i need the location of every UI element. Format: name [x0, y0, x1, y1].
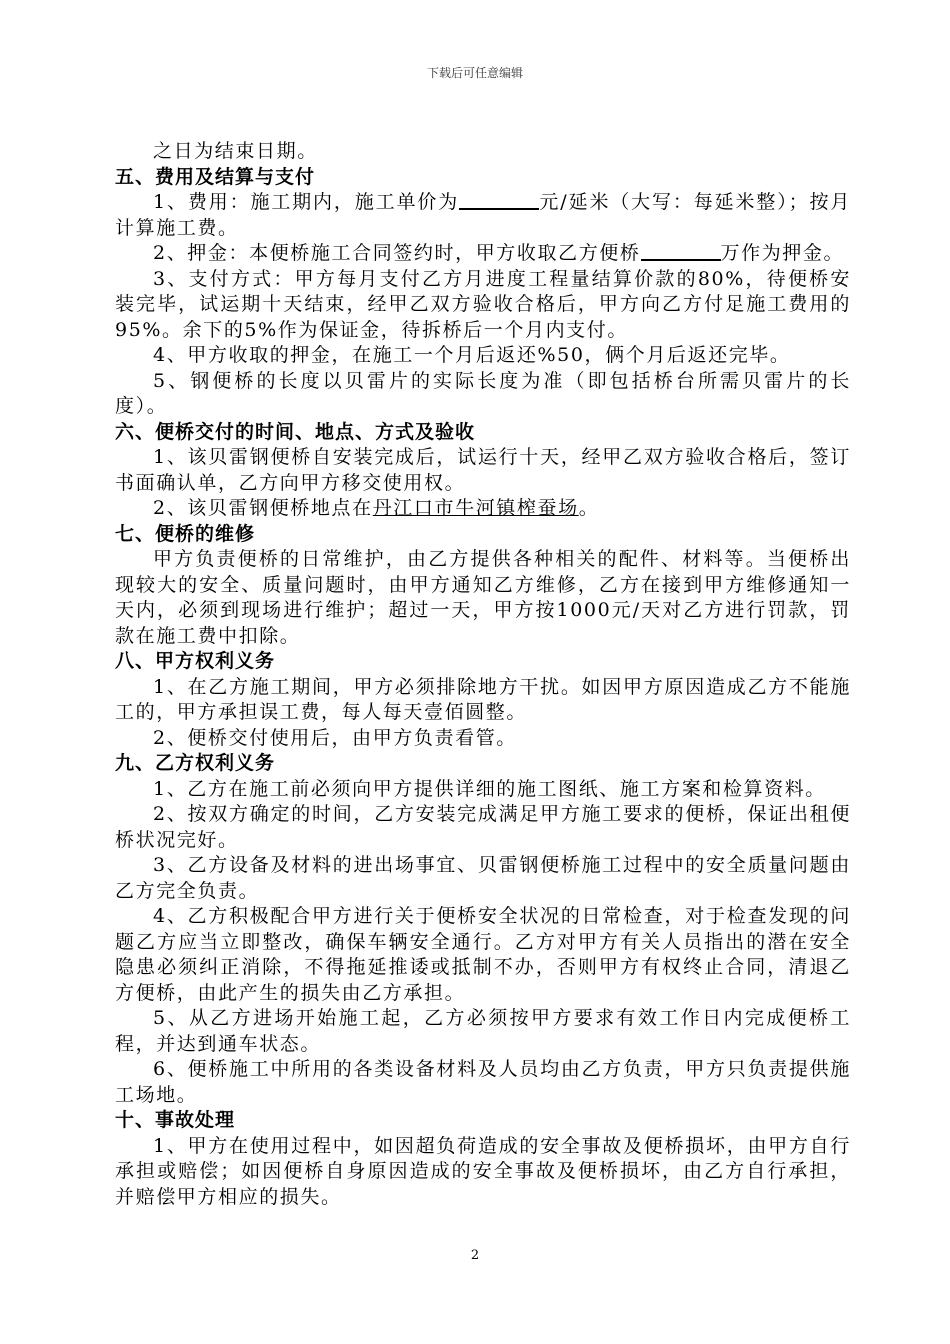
clause-5-5: 5、钢便桥的长度以贝雷片的实际长度为准（即包括桥台所需贝雷片的长度）。 [115, 369, 851, 417]
clause-9-3: 3、乙方设备及材料的进出场事宜、贝雷钢便桥施工过程中的安全质量问题由乙方完全负责。 [115, 854, 851, 902]
clause-9-2: 2、按双方确定的时间，乙方安装完成满足甲方施工要求的便桥，保证出租便桥状况完好。 [115, 803, 851, 851]
clause-10-1: 1、甲方在使用过程中，如因超负荷造成的安全事故及便桥损坏，由甲方自行承担或赔偿；如因便桥自身原因造成的安全事故及便桥损坏，由乙方自行承担，并赔偿甲方相应的损失。 [115, 1134, 851, 1208]
clause-5-3: 3、支付方式：甲方每月支付乙方月进度工程量结算价款的80%，待便桥安装完毕，试运期十天结束，经甲乙双方验收合格后，甲方向乙方付足施工费用的95%。余下的5%作为保证金，待拆桥后一个月内支付。 [115, 267, 851, 341]
clause-5-2: 2、押金：本便桥施工合同签约时，甲方收取乙方便桥 万作为押金。 [153, 242, 845, 264]
clause-6-2: 2、该贝雷钢便桥地点在丹江口市牛河镇榨蚕场。 [153, 497, 600, 519]
section-heading-10: 十、事故处理 [115, 1109, 236, 1131]
blank-deposit [641, 241, 721, 261]
clause-5-1: 1、费用：施工期内，施工单价为 元/延米（大写：每延米整）；按月计算施工费。 [115, 191, 851, 239]
clause-6-1: 1、该贝雷钢便桥自安装完成后，试运行十天，经甲乙双方验收合格后，签订书面确认单，乙方向甲方移交使用权。 [115, 446, 851, 494]
page-header-note: 下载后可任意编辑 [426, 66, 523, 80]
paragraph-continuation: 之日为结束日期。 [153, 140, 318, 162]
clause-5-4: 4、甲方收取的押金，在施工一个月后返还%50，俩个月后返还完毕。 [153, 344, 791, 366]
clause-9-4: 4、乙方积极配合甲方进行关于便桥安全状况的日常检查，对于检查发现的问题乙方应当立即整改，确保车辆安全通行。乙方对甲方有关人员指出的潜在安全隐患必须纠正消除，不得拖延推诿或抵制不办，否则甲方有权终止合同，清退乙方便桥，由此产生的损失由乙方承担。 [115, 905, 851, 1004]
page-number: 2 [470, 1248, 480, 1263]
clause-9-1: 1、乙方在施工前必须向甲方提供详细的施工图纸、施工方案和检算资料。 [153, 777, 826, 800]
section-heading-5: 五、费用及结算与支付 [115, 165, 316, 188]
document-body [115, 139, 851, 1210]
clause-8-2: 2、便桥交付使用后，由甲方负责看管。 [153, 726, 517, 749]
clause-9-5: 5、从乙方进场开始施工起，乙方必须按甲方要求有效工作日内完成便桥工程，并达到通车状态。 [115, 1007, 851, 1055]
clause-8-1: 1、在乙方施工期间，甲方必须排除地方干扰。如因甲方原因造成乙方不能施工的，甲方承担误工费，每人每天壹佰圆整。 [115, 675, 851, 723]
section-heading-9: 九、乙方权利义务 [115, 752, 276, 774]
section-heading-6: 六、便桥交付的时间、地点、方式及验收 [115, 420, 476, 443]
clause-7: 甲方负责便桥的日常维护，由乙方提供各种相关的配件、材料等。当便桥出现较大的安全、质量问题时，由甲方通知乙方维修，乙方在接到甲方维修通知一天内，必须到现场进行维护；超过一天，甲方按1000元/天对乙方进行罚款，罚款在施工费中扣除。 [115, 548, 851, 647]
section-heading-7: 七、便桥的维修 [115, 522, 256, 545]
section-heading-8: 八、甲方权利义务 [115, 650, 276, 672]
location-underlined: 丹江口市牛河镇榨蚕场 [372, 497, 579, 519]
blank-unit-price [459, 190, 539, 210]
clause-9-6: 6、便桥施工中所用的各类设备材料及人员均由乙方负责，甲方只负责提供施工场地。 [115, 1058, 851, 1106]
